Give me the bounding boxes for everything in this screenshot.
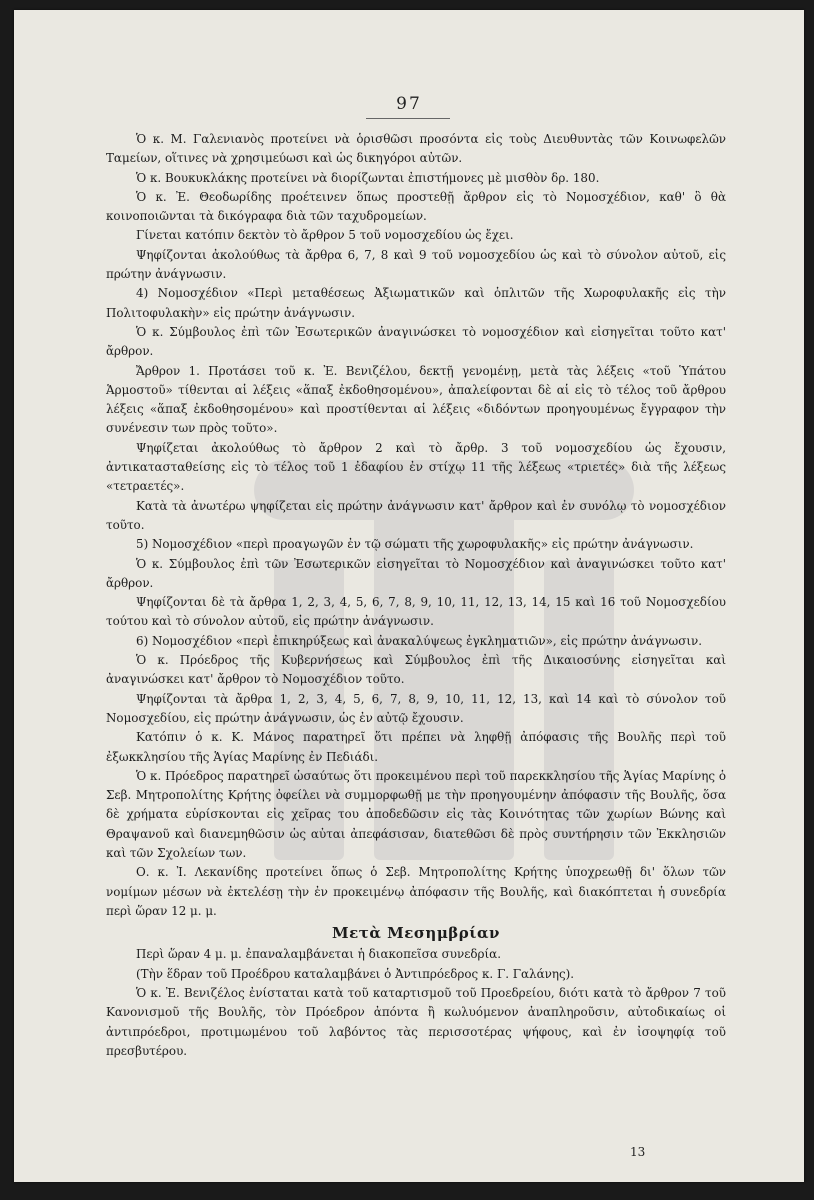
paragraph: Ψηφίζεται ἀκολούθως τὸ ἄρθρον 2 καὶ τὸ ἄρθρ. 3 τοῦ νομοσχεδίου ὡς ἔχουσιν, ἀντικατασταθείσης εἰς τὸ τέλος τοῦ 1 ἐδαφίου ἐν στίχῳ 11 τῆς λέξεως «τριετές» διὰ τῆς λέξεως «τετραετές». xyxy=(106,440,726,494)
paragraph: Ψηφίζονται δὲ τὰ ἄρθρα 1, 2, 3, 4, 5, 6, 7, 8, 9, 10, 11, 12, 13, 14, 15 καὶ 16 τοῦ Νομοσχεδίου τούτου καὶ τὸ σύνολον αὐτοῦ, εἰς πρώτην ἀνάγνωσιν. xyxy=(106,595,726,629)
paragraph: 5) Νομοσχέδιον «περὶ προαγωγῶν ἐν τῷ σώματι τῆς χωροφυλακῆς» εἰς πρώτην ἀνάγνωσιν. xyxy=(136,537,694,552)
paragraph: Ὁ κ. Πρόεδρος παρατηρεῖ ὡσαύτως ὅτι προκειμένου περὶ τοῦ παρεκκλησίου τῆς Ἁγίας Μαρίνης ὁ Σεβ. Μητροπολίτης Κρήτης ὀφείλει νὰ συμμορφωθῇ με τὴν προηγουμένην ἀπόφασιν τῆς Βουλῆς, ὅσα δὲ χρήματα εὑρίσκονται εἰς χεῖρας του ἀποδεδῶσιν εἰς τὰς Κοινότητας τῶν χωρίων Βώνης καὶ Θραψανοῦ καὶ διανεμηθῶσιν ὡς αὐται ἀπεφάσισαν, διατεθῶσι δὲ πρὸς συντήρησιν τῶν Ἐκκλησιῶν καὶ τῶν Σχολείων των. xyxy=(106,768,726,860)
document-page xyxy=(14,10,804,1182)
paragraph: Ὁ κ. Σύμβουλος ἐπὶ τῶν Ἐσωτερικῶν ἀναγινώσκει τὸ νομοσχέδιον καὶ εἰσηγεῖται τοῦτο κατ' ἄρθρον. xyxy=(106,324,726,359)
paragraph: Ἄρθρον 1. Προτάσει τοῦ κ. Ἐ. Βενιζέλου, δεκτῇ γενομένῃ, μετὰ τὰς λέξεις «τοῦ Ὑπάτου Ἁρμοστοῦ» τίθενται αἱ λέξεις «ἅπαξ ἐκδοθησομένου», ἀπαλείφονται δὲ αἱ εἰς τὸ τέλος τοῦ ἄρθρου λέξεις «ἅπαξ ἐκδοθησομένου» καὶ προστίθενται αἱ λέξεις «διδόντων προηγουμένως ἔγγραφον τὴν συνένεσιν των πρὸς τοῦτο». xyxy=(106,363,726,436)
paragraph: Ψηφίζονται ἀκολούθως τὰ ἄρθρα 6, 7, 8 καὶ 9 τοῦ νομοσχεδίου ὡς καὶ τὸ σύνολον αὐτοῦ, εἰς πρώτην ἀνάγνωσιν. xyxy=(106,247,726,282)
paragraph: Ὁ κ. Σύμβουλος ἐπὶ τῶν Ἐσωτερικῶν εἰσηγεῖται τὸ Νομοσχέδιον καὶ ἀναγινώσκει τοῦτο κατ' ἄρθρον. xyxy=(106,556,726,590)
paragraph: 6) Νομοσχέδιον «περὶ ἐπικηρύξεως καὶ ἀνακαλύψεως ἐγκληματιῶν», εἰς πρώτην ἀνάγνωσιν. xyxy=(136,633,703,648)
paragraph: Περὶ ὥραν 4 μ. μ. ἐπαναλαμβάνεται ἡ διακοπεῖσα συνεδρία. xyxy=(136,947,501,962)
paragraph: Κατὰ τὰ ἀνωτέρω ψηφίζεται εἰς πρώτην ἀνάγνωσιν κατ' ἄρθρον καὶ ἐν συνόλῳ τὸ νομοσχέδιον τοῦτο. xyxy=(106,498,726,532)
paragraph: Ὁ κ. Μ. Γαλενιανὸς προτείνει νὰ ὁρισθῶσι προσόντα εἰς τοὺς Διευθυντὰς τῶν Κοινωφελῶν Ταμείων, οἵτινες νὰ χρησιμεύωσι καὶ ὡς δικηγόροι αὐτῶν. xyxy=(106,132,726,166)
document-body xyxy=(106,130,726,1061)
page-number: 97 xyxy=(396,94,422,114)
paragraph: Ο. κ. Ἰ. Λεκανίδης προτείνει ὅπως ὁ Σεβ. Μητροπολίτης Κρήτης ὑποχρεωθῇ δι' ὅλων τῶν νομίμων μέσων νὰ ἐκτελέσῃ τὴν ἐν προκειμένῳ ἀπόφασιν τῆς Βουλῆς, καὶ διακόπτεται ἡ συνεδρία περὶ ὥραν 12 μ. μ. xyxy=(106,865,726,918)
paragraph: (Τὴν ἕδραν τοῦ Προέδρου καταλαμβάνει ὁ Ἀντιπρόεδρος κ. Γ. Γαλάνης). xyxy=(136,966,575,981)
signature-mark: 13 xyxy=(630,1145,646,1159)
paragraph: Ψηφίζονται τὰ ἄρθρα 1, 2, 3, 4, 5, 6, 7, 8, 9, 10, 11, 12, 13, καὶ 14 καὶ τὸ σύνολον τοῦ Νομοσχεδίου, εἰς πρώτην ἀνάγνωσιν, ὡς ἐν αὐτῷ ἔχουσιν. xyxy=(106,691,726,725)
section-heading: Μετὰ Μεσημβρίαν xyxy=(332,924,500,943)
page-number-rule xyxy=(366,118,450,119)
paragraph: Ὁ κ. Ἐ. Βενιζέλος ἐνίσταται κατὰ τοῦ καταρτισμοῦ τοῦ Προεδρείου, διότι κατὰ τὸ ἄρθρον 7 τοῦ Κανονισμοῦ τῆς Βουλῆς, τὸν Πρόεδρον ἀπόντα ἢ κωλυόμενον ἀναπληροῦσιν, αὐτοδικαίως οἱ ἀντιπρόεδροι, προτιμωμένου τοῦ λαβόντος τὰς περισσοτέρας ψήφους, καὶ ἐν ἰσοψηφίᾳ τοῦ πρεσβυτέρου. xyxy=(106,986,726,1058)
paragraph: Κατόπιν ὁ κ. Κ. Μάνος παρατηρεῖ ὅτι πρέπει νὰ ληφθῇ ἀπόφασις τῆς Βουλῆς περὶ τοῦ ἐξωκκλησίου τῆς Ἁγίας Μαρίνης ἐν Πεδιάδι. xyxy=(106,730,726,764)
paragraph: Γίνεται κατόπιν δεκτὸν τὸ ἄρθρον 5 τοῦ νομοσχεδίου ὡς ἔχει. xyxy=(136,228,514,243)
paragraph: 4) Νομοσχέδιον «Περὶ μεταθέσεως Ἀξιωματικῶν καὶ ὁπλιτῶν τῆς Χωροφυλακῆς εἰς τὴν Πολιτοφυλακὴν» εἰς πρώτην ἀνάγνωσιν. xyxy=(106,286,726,320)
paragraph: Ὁ κ. Πρόεδρος τῆς Κυβερνήσεως καὶ Σύμβουλος ἐπὶ τῆς Δικαιοσύνης εἰσηγεῖται καὶ ἀναγινώσκει κατ' ἄρθρον τὸ Νομοσχέδιον τοῦτο. xyxy=(106,653,726,687)
paragraph: Ὁ κ. Ἐ. Θεοδωρίδης προέτεινεν ὅπως προστεθῇ ἄρθρον εἰς τὸ Νομοσχέδιον, καθ' ὃ θὰ κοινοποιῶνται τὰ δικόγραφα διὰ τῶν ταχυδρομείων. xyxy=(106,189,726,224)
paragraph: Ὁ κ. Βουκυκλάκης προτείνει νὰ διορίζωνται ἐπιστήμονες μὲ μισθὸν δρ. 180. xyxy=(136,170,600,185)
